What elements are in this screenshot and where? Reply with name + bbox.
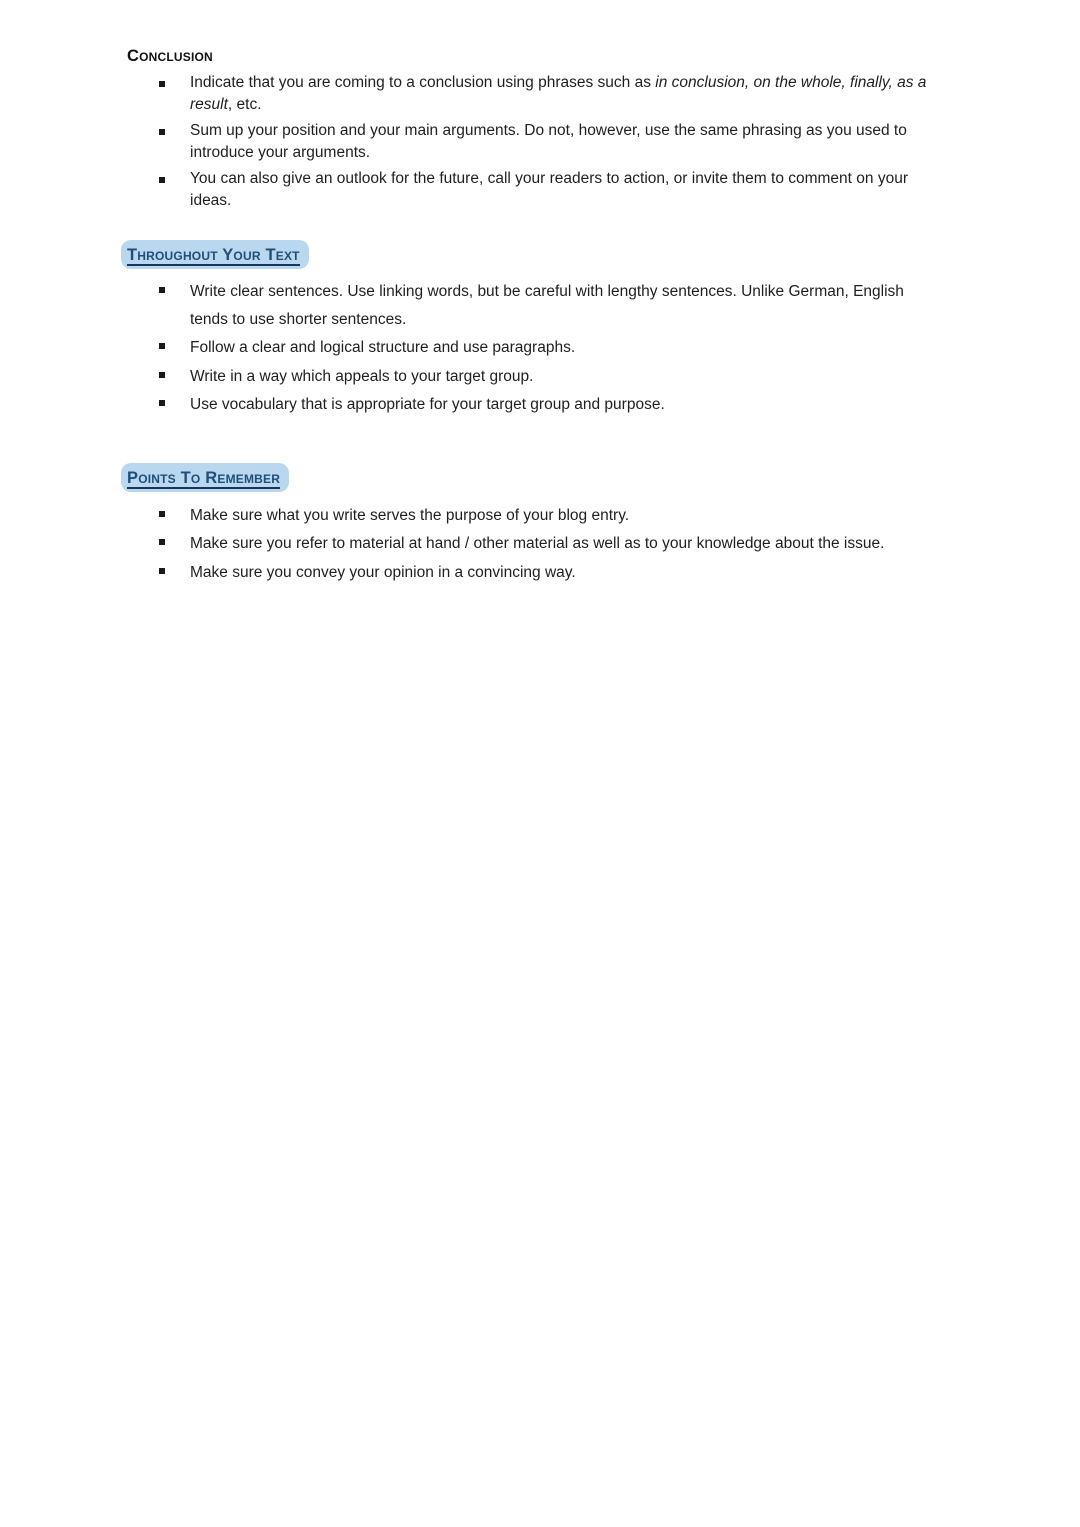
section-points-to-remember xyxy=(127,463,960,588)
list-item xyxy=(159,502,960,531)
list-item xyxy=(159,559,960,588)
text-segment-italic: in conclusion, on the whole, finally, as a result xyxy=(190,74,927,113)
list-item xyxy=(159,334,960,362)
bullet-square-icon xyxy=(159,539,165,545)
list-item-text: Make sure what you write serves the purpose of your blog entry. xyxy=(190,506,630,524)
bullet-list-throughout-your-text xyxy=(127,278,960,419)
list-item xyxy=(159,530,960,559)
bullet-square-icon xyxy=(159,287,165,293)
list-item-text: Sum up your position and your main arguments. Do not, however, use the same phrasing as you used to introduce your arguments. xyxy=(190,122,907,161)
text-segment: , etc. xyxy=(227,96,262,113)
heading-text: Points To Remember xyxy=(127,468,281,487)
list-item-text: Make sure you convey your opinion in a convincing way. xyxy=(190,563,576,581)
text-segment: Indicate that you are coming to a conclusion using phrases such as xyxy=(190,74,656,91)
section-heading-throughout-your-text xyxy=(127,240,960,269)
section-conclusion xyxy=(127,46,960,212)
list-item-text: Make sure you refer to material at hand / other material as well as to your knowledge about the issue. xyxy=(190,535,885,552)
section-throughout-your-text xyxy=(127,240,960,419)
bullet-square-icon xyxy=(159,511,165,517)
bullet-square-icon xyxy=(159,400,165,406)
bullet-list-conclusion xyxy=(127,72,960,212)
heading-highlight-pill xyxy=(121,240,309,269)
list-item-text xyxy=(190,72,938,116)
list-item-text: Write clear sentences. Use linking words, but be careful with lengthy sentences. Unlike German, English tends to use shorter sentences. xyxy=(190,283,904,328)
list-item xyxy=(159,120,960,164)
bullet-square-icon xyxy=(159,568,165,574)
bullet-list-points-to-remember xyxy=(127,502,960,588)
list-item-text: You can also give an outlook for the future, call your readers to action, or invite them to comment on your ideas. xyxy=(190,170,908,209)
list-item-text: Follow a clear and logical structure and use paragraphs. xyxy=(190,339,576,356)
list-item xyxy=(159,363,960,391)
list-item xyxy=(159,168,960,212)
bullet-square-icon xyxy=(159,129,165,135)
heading-highlight-pill xyxy=(121,463,289,492)
section-heading-conclusion: Conclusion xyxy=(127,47,213,65)
bullet-square-icon xyxy=(159,343,165,349)
document-content xyxy=(0,0,1080,587)
list-item-text: Write in a way which appeals to your target group. xyxy=(190,367,534,385)
bullet-square-icon xyxy=(159,177,165,183)
heading-text: Throughout Your Text xyxy=(127,246,300,264)
list-item xyxy=(159,278,960,333)
list-item xyxy=(159,391,960,419)
bullet-square-icon xyxy=(159,81,165,87)
list-item xyxy=(159,72,960,116)
section-heading-points-to-remember xyxy=(127,463,960,492)
bullet-square-icon xyxy=(159,372,165,378)
list-item-text: Use vocabulary that is appropriate for your target group and purpose. xyxy=(190,396,665,413)
